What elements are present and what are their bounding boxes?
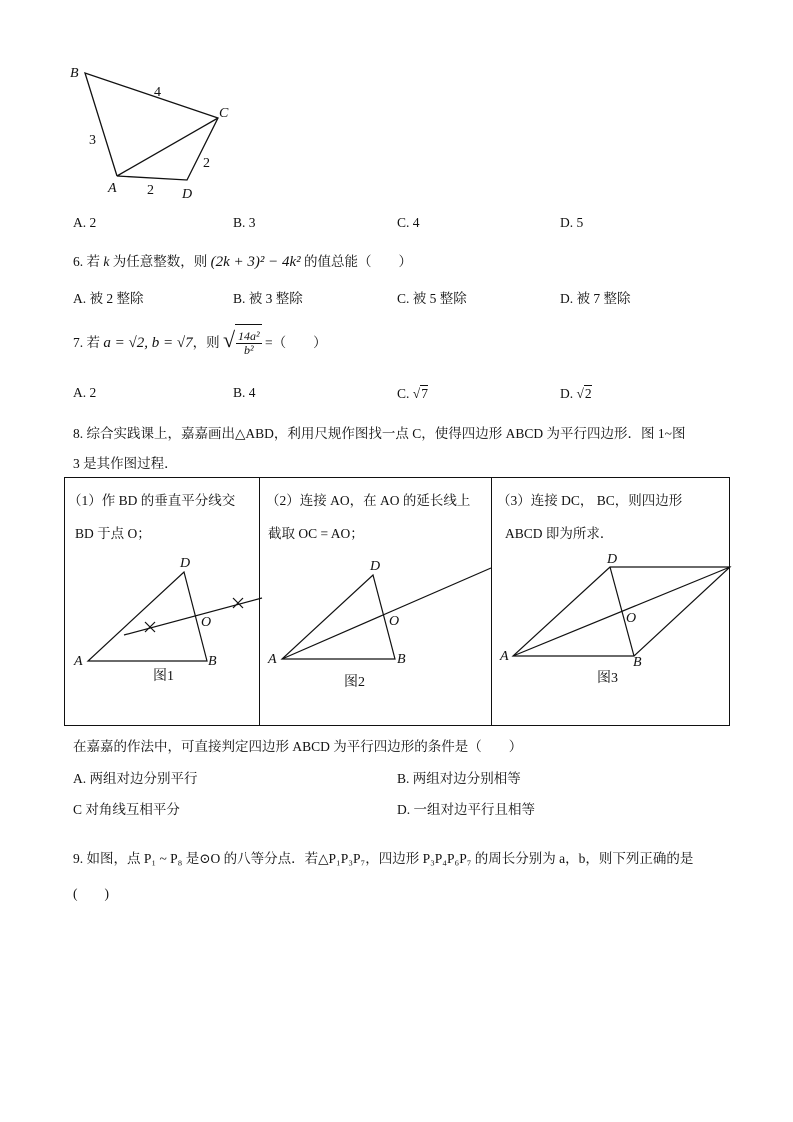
label-c: C — [219, 106, 229, 121]
fig2-caption: 图2 — [344, 675, 365, 690]
sqrt-icon: √ — [222, 327, 236, 352]
step1-line1: （1）作 BD 的垂直平分线交 — [68, 493, 236, 508]
q8-question: 在嘉嘉的作法中，可直接判定四边形 ABCD 为平行四边形的条件是（ ） — [73, 739, 523, 754]
fig1-o: O — [201, 615, 212, 630]
step2-line1: （2）连接 AO，在 AO 的延长线上 — [266, 493, 471, 508]
q8-option-c[interactable]: C 对角线互相平分 — [73, 802, 180, 817]
fig2-a: A — [268, 652, 277, 667]
q8-stem-line1: 8. 综合实践课上，嘉嘉画出△ABD，利用尺规作图找一点 C，使得四边形 ABCD 为平行四边形．图 1~图 — [73, 426, 686, 441]
q6-suffix: 的值总能（ ） — [304, 254, 413, 269]
q7-option-d-label: D. — [560, 386, 574, 401]
q6-option-a[interactable]: A. 被 2 整除 — [73, 291, 144, 306]
q7-prefix: 7. 若 — [73, 335, 100, 350]
fig1-d: D — [180, 556, 191, 571]
q9-stem-line1: 9. 如图，点 P₁ ~ P₈ 是⊙O 的八等分点．若△P₁P₃P₇，四边形 P₃P₄P₆P₇ 的周长分别为 a，b，则下列正确的是 — [73, 851, 694, 866]
q7-option-c-value: 7 — [421, 386, 428, 401]
label-b: B — [70, 66, 79, 81]
q8-option-a[interactable]: A. 两组对边分别平行 — [73, 771, 198, 786]
q5-option-c[interactable]: C. 4 — [397, 215, 420, 230]
q7-fraction — [236, 330, 262, 357]
q6-mid: 为任意整数，则 — [112, 254, 208, 269]
q8-construction-table — [64, 477, 730, 726]
label-ab: 3 — [89, 133, 96, 148]
step3-line2: ABCD 即为所求． — [505, 526, 614, 541]
fig3-a: A — [500, 649, 509, 664]
q6-option-b[interactable]: B. 被 3 整除 — [233, 291, 303, 306]
fig2-d: D — [370, 559, 381, 574]
step2-line2: 截取 OC = AO； — [268, 526, 364, 541]
q7-given: a = √2, b = √7 — [103, 335, 193, 351]
q5-option-a[interactable]: A. 2 — [73, 215, 97, 230]
q7-denominator: b² — [244, 343, 254, 358]
q6-option-c[interactable]: C. 被 5 整除 — [397, 291, 467, 306]
fig3-b: B — [633, 655, 642, 670]
fig2-b: B — [397, 652, 406, 667]
q8-option-b[interactable]: B. 两组对边分别相等 — [397, 771, 521, 786]
fig3-caption: 图3 — [597, 671, 618, 686]
q6-stem — [73, 250, 412, 271]
q5-quadrilateral-figure — [85, 73, 218, 180]
fig1-b: B — [208, 654, 217, 669]
q7-numerator: 14a² — [238, 329, 260, 344]
q7-option-d[interactable]: D. √2 — [560, 386, 592, 401]
q8-stem-line2: 3 是其作图过程． — [73, 456, 178, 471]
q7-option-c[interactable]: C. √7 — [397, 386, 428, 401]
table-divider — [259, 477, 260, 726]
q7-then: ，则 — [192, 335, 220, 350]
fig2-o: O — [389, 614, 400, 629]
label-bc: 4 — [154, 85, 161, 100]
step3-line1: （3）连接 DC， BC，则四边形 — [497, 493, 683, 508]
fig1-caption: 图1 — [153, 669, 174, 684]
fig3-o: O — [626, 611, 637, 626]
q7-stem — [73, 322, 327, 361]
q5-option-d[interactable]: D. 5 — [560, 215, 584, 230]
q9-stem-line2: ( ) — [73, 886, 109, 901]
label-cd: 2 — [203, 156, 210, 171]
q7-suffix: =（ ） — [265, 335, 327, 350]
q7-option-b[interactable]: B. 4 — [233, 385, 256, 400]
step1-line2: BD 于点 O； — [75, 526, 151, 541]
q8-option-d[interactable]: D. 一组对边平行且相等 — [397, 802, 535, 817]
label-d: D — [182, 187, 193, 202]
label-ad: 2 — [147, 183, 154, 198]
label-a: A — [108, 181, 117, 196]
q6-option-d[interactable]: D. 被 7 整除 — [560, 291, 631, 306]
fig3-d: D — [607, 552, 618, 567]
q6-var: k — [103, 254, 110, 269]
q6-prefix: 6. 若 — [73, 254, 100, 269]
quad-outline — [85, 73, 218, 180]
table-divider — [491, 477, 492, 726]
q7-option-c-label: C. — [397, 386, 410, 401]
q6-expression: (2k + 3)² − 4k² — [210, 254, 301, 270]
q7-option-d-value: 2 — [584, 386, 592, 401]
q5-option-b[interactable]: B. 3 — [233, 215, 256, 230]
fig1-a: A — [74, 654, 83, 669]
q7-option-a[interactable]: A. 2 — [73, 385, 97, 400]
